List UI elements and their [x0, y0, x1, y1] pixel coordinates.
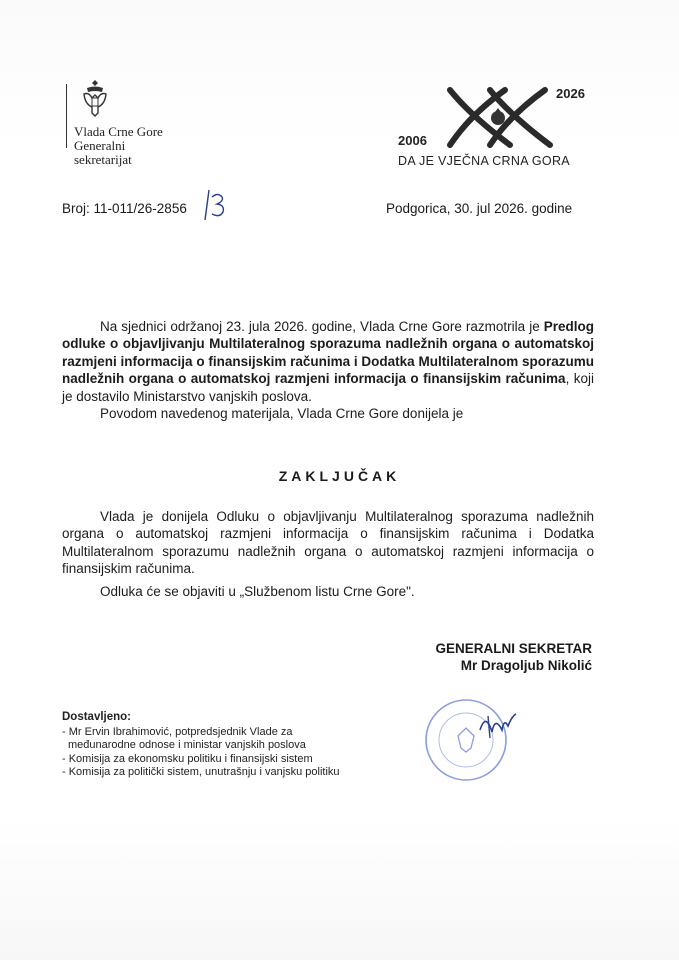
header-divider — [66, 84, 67, 148]
document-number: Broj: 11-011/26-2856 — [62, 201, 187, 216]
distribution-item: - Komisija za ekonomsku politiku i finansijski sistem — [62, 752, 313, 765]
paragraph-session — [62, 318, 594, 405]
handwritten-number-suffix — [203, 188, 225, 227]
conclusion-heading: ZAKLJUČAK — [278, 468, 401, 484]
distribution-item: - Mr Ervin Ibrahimović, potpredsjednik Vlade za — [62, 725, 293, 738]
paragraph-session-intro: Na sjednici održanoj 23. jula 2026. godine, Vlada Crne Gore razmotrila je — [100, 319, 544, 334]
org-line-3: sekretarijat — [74, 152, 132, 167]
distribution-item: - Komisija za politički sistem, unutrašnju i vanjsku politiku — [62, 766, 340, 779]
paragraph-session-outro: , koji je dostavilo Ministarstvo vanjskih poslova. — [62, 371, 594, 404]
distribution-list — [62, 711, 340, 780]
place-and-date: Podgorica, 30. jul 2026. godine — [386, 201, 573, 216]
jubilee-logo — [395, 82, 595, 172]
proposal-title: Predlog odluke o objavljivanju Multilateralnog sporazuma nadležnih organa o automatskoj razmjeni informacija o finansijskim računima i Dodatka Multilateralnom sporazumu nadležnih organa o automatskoj razmjeni informacija o finansijskim računima — [62, 319, 594, 387]
org-line-2: Generalni — [74, 138, 126, 153]
distribution-title: Dostavljeno: — [62, 711, 132, 723]
paragraph-decision: Vlada je donijela Odluku o objavljivanju Multilateralnog sporazuma nadležnih organa o automatskoj razmjeni informacija o finansijskim računima i Dodatka Multilateralnom sporazumu nadležnih organa o automatskoj razmjeni informacija o finansijskim računima. — [62, 509, 594, 577]
org-line-1: Vlada Crne Gore — [74, 124, 163, 139]
signatory-name: Mr Dragoljub Nikolić — [460, 658, 592, 673]
jubilee-year-end: 2026 — [556, 86, 585, 101]
paragraph-adoption: Povodom navedenog materijala, Vlada Crne Gore donijela je — [100, 406, 464, 421]
official-stamp — [418, 690, 548, 795]
signatory-title: GENERALNI SEKRETAR — [435, 641, 592, 656]
organization-name — [74, 125, 163, 167]
distribution-item: međunarodne odnose i ministar vanjskih poslova — [68, 739, 306, 752]
jubilee-year-start: 2006 — [398, 133, 427, 148]
signature-block — [435, 640, 592, 674]
jubilee-motto: DA JE VJEČNA CRNA GORA — [398, 154, 570, 168]
montenegro-eagle-emblem-icon — [82, 78, 108, 125]
paragraph-publication: Odluka će se objaviti u „Službenom listu Crne Gore". — [100, 584, 415, 599]
